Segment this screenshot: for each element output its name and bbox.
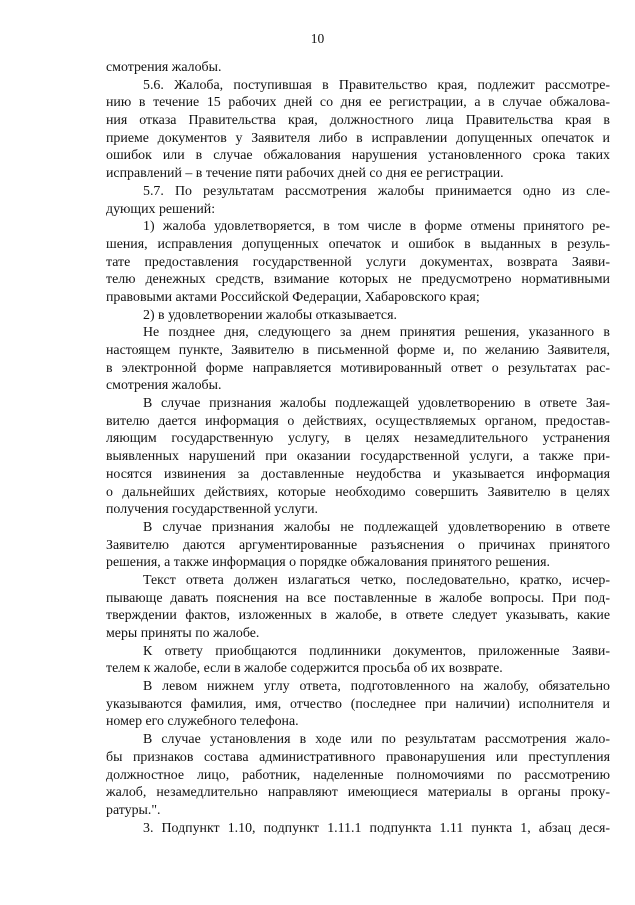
text-line: носятся извинения за доставленные неудобства и указывается информация	[106, 466, 610, 482]
text-line: нию в течение 15 рабочих дней со дня ее регистрации, а в случае обжалова-	[106, 95, 610, 111]
text-line: ляющим государственную услугу, в целях незамедлительного устранения	[106, 431, 610, 447]
document-body	[106, 59, 610, 837]
text-line: вителю дается информация о действиях, осуществляемых органом, предостав-	[106, 413, 610, 429]
text-line: К ответу приобщаются подлинники документов, приложенные Заяви-	[143, 643, 610, 659]
text-line: жалоб, незамедлительно направляют имеющиеся материалы в органы проку-	[106, 785, 610, 801]
text-line: ния отказа Правительства края, должностного лица Правительства края в	[106, 113, 610, 129]
paragraph	[106, 820, 610, 838]
text-line: телем к жалобе, если в жалобе содержится просьба об их возврате.	[106, 661, 503, 677]
text-line: о дальнейших действиях, которые необходимо совершить Заявителю в целях	[106, 484, 610, 500]
text-line: решения, а также информация о порядке обжалования принятого решения.	[106, 555, 551, 571]
paragraph	[106, 183, 610, 218]
text-line: смотрения жалобы.	[106, 378, 222, 394]
paragraph	[106, 572, 610, 643]
text-line: ратуры.".	[106, 802, 161, 818]
text-line: дующих решений:	[106, 201, 216, 217]
text-line: 1) жалоба удовлетворяется, в том числе в форме отмены принятого ре-	[143, 219, 610, 235]
text-line: выявленных нарушений при оказании государственной услуги, а также при-	[106, 449, 610, 465]
text-line: настоящем пункте, Заявителю в письменной форме и, по желанию Заявителя,	[106, 343, 610, 358]
text-line: тате предоставления государственной услуги документах, возврата Заяви-	[106, 254, 610, 270]
text-line: бы признаков состава административного правонарушения или преступления	[106, 749, 610, 765]
text-line: телю денежных средств, взимание которых не предусмотрено нормативными	[106, 272, 610, 288]
text-line: в электронной форме направляется мотивированный ответ о результатах рас-	[106, 360, 610, 376]
paragraph	[106, 395, 610, 519]
text-line: меры приняты по жалобе.	[106, 626, 260, 641]
text-line: 5.7. По результатам рассмотрения жалобы принимается одно из сле-	[143, 183, 610, 199]
paragraph	[106, 519, 610, 572]
text-line: Текст ответа должен излагаться четко, последовательно, кратко, исчер-	[143, 572, 610, 588]
text-line: должностное лицо, работник, наделенные полномочиями по рассмотрению	[106, 767, 610, 783]
text-line: В случае признания жалобы не подлежащей удовлетворению в ответе	[143, 519, 610, 535]
paragraph	[106, 218, 610, 306]
paragraph	[106, 643, 610, 678]
text-line: Заявителю даются аргументированные разъяснения о причинах принятого	[106, 537, 610, 553]
paragraph	[106, 307, 610, 325]
text-line: В случае признания жалобы подлежащей удовлетворению в ответе Зая-	[143, 396, 610, 412]
text-line: номер его служебного телефона.	[106, 714, 299, 730]
text-line: 5.6. Жалоба, поступившая в Правительство края, подлежит рассмотре-	[143, 77, 610, 93]
text-line: приеме документов у Заявителя либо в исправлении допущенных опечаток и	[106, 130, 610, 146]
text-line: правовыми актами Российской Федерации, Хабаровского края;	[106, 289, 480, 305]
page-number: 10	[310, 31, 325, 46]
text-line: В случае установления в ходе или по результатам рассмотрения жало-	[143, 732, 610, 748]
text-line: указываются фамилия, имя, отчество (последнее при наличии) исполнителя и	[106, 696, 610, 712]
text-line: шения, исправления допущенных опечаток и ошибок в выданных в резуль-	[106, 236, 610, 252]
paragraph	[106, 77, 610, 183]
paragraph	[106, 59, 610, 77]
paragraph	[106, 324, 610, 395]
text-line: смотрения жалобы.	[106, 60, 222, 75]
text-line: тверждении фактов, изложенных в жалобе, в ответе следует указывать, какие	[106, 608, 610, 624]
text-line: ошибок или в случае обжалования нарушения установленного срока таких	[106, 148, 610, 164]
page-bottom-margin	[0, 888, 635, 905]
text-line: исправлений – в течение пяти рабочих дней со дня ее регистрации.	[106, 166, 504, 182]
text-line: В левом нижнем углу ответа, подготовленного на жалобу, обязательно	[143, 679, 610, 695]
paragraph	[106, 731, 610, 819]
text-line: 2) в удовлетворении жалобы отказывается.	[143, 307, 397, 323]
paragraph	[106, 678, 610, 731]
text-line: пывающе давать пояснения на все поставленные в жалобе вопросы. При под-	[106, 590, 610, 606]
text-line: Не позднее дня, следующего за днем принятия решения, указанного в	[143, 325, 610, 341]
text-line: получения государственной услуги.	[106, 502, 319, 518]
text-line: 3. Подпункт 1.10, подпункт 1.11.1 подпункта 1.11 пункта 1, абзац деся-	[143, 820, 610, 836]
